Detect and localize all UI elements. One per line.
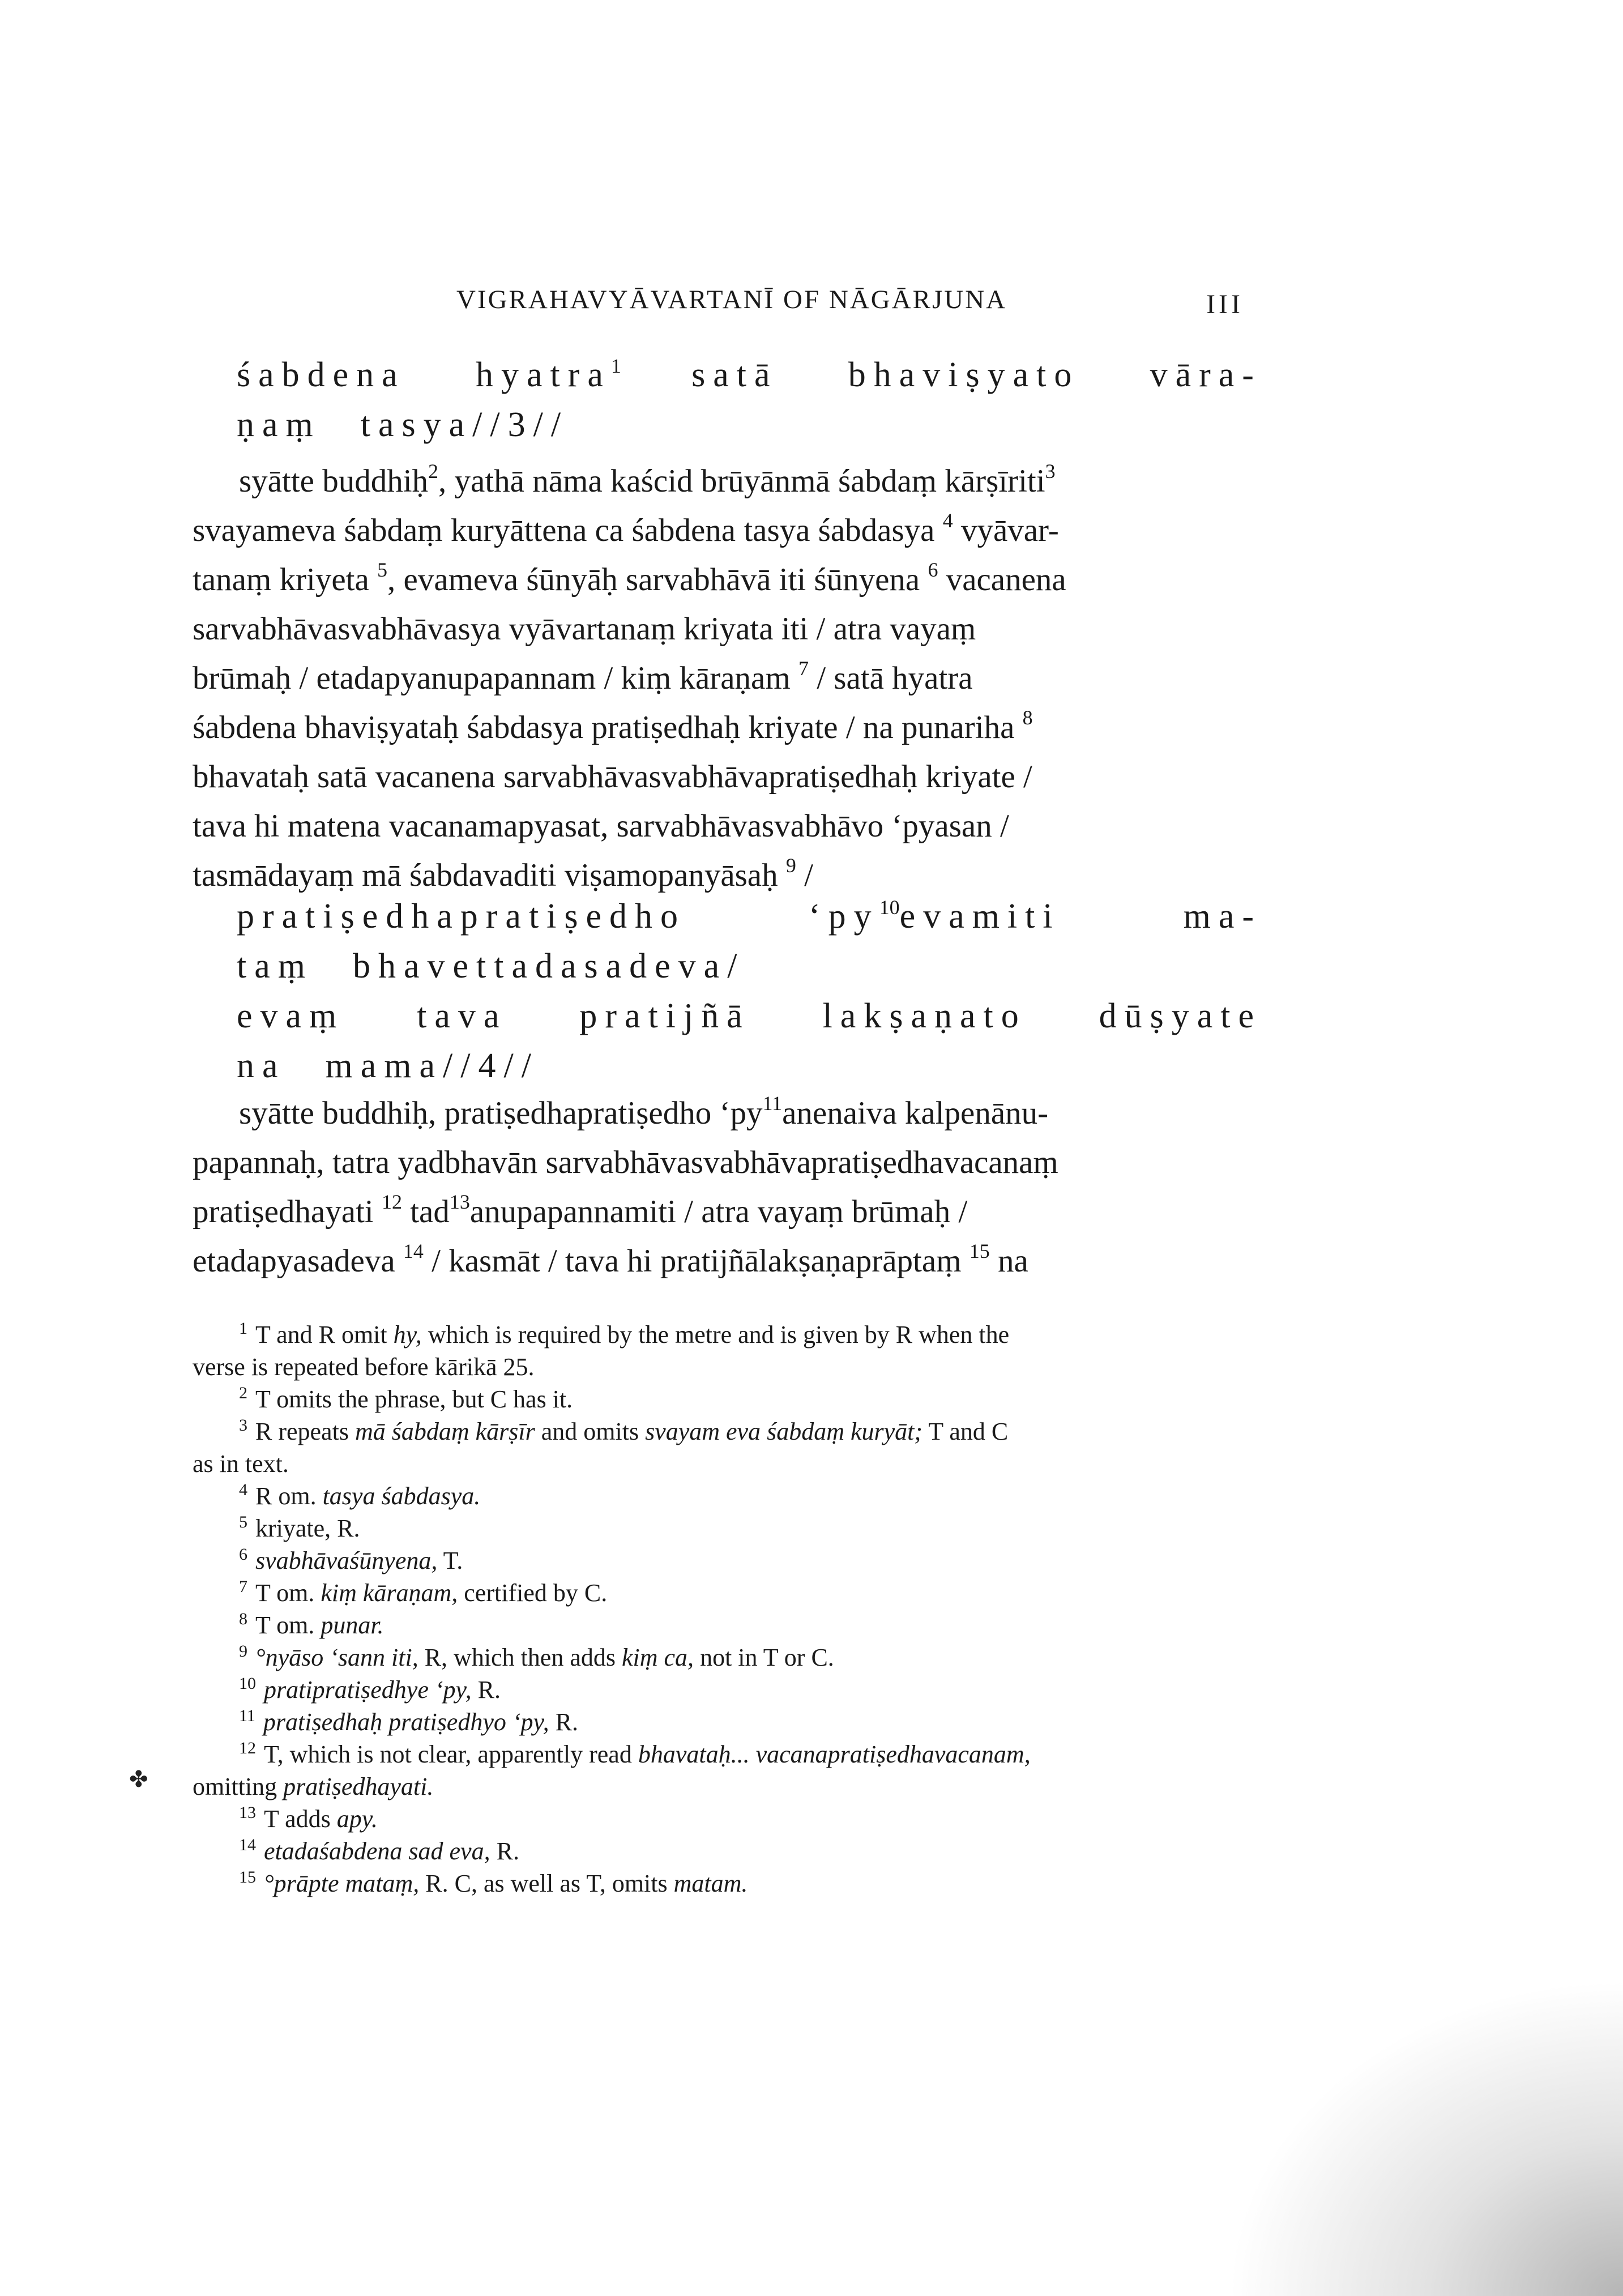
footnote-ref[interactable]: 2 — [428, 460, 439, 483]
verse-4 — [237, 891, 1262, 1091]
footnote-ref[interactable]: 10 — [879, 896, 900, 919]
scan-shadow — [1227, 1979, 1623, 2296]
text-line: syātte buddhiḥ$^2$, yathā nāma kaścid brūyānmā śabdaṃ kārṣīriti$^3$ — [239, 460, 1056, 499]
footnote-ref[interactable]: 9 — [785, 854, 796, 877]
footnote-9: $^9$ °nyāso ‘sann iti, R, which then adds kiṃ ca, not in T or C. — [239, 1642, 834, 1671]
footnote-ref[interactable]: 7 — [798, 657, 809, 680]
verse-word: ṇaṃ — [237, 406, 321, 444]
verse-word: tava — [417, 997, 507, 1035]
footnote-1: $^1$ T and R omit hy, which is required by the metre and is given by R when the — [239, 1319, 1010, 1348]
verse-word: lakṣaṇato — [822, 997, 1027, 1035]
text-line: śabdena bhaviṣyataḥ śabdasya pratiṣedhaḥ kriyate / na punariha $^8$ — [193, 706, 1033, 745]
footnote-ref[interactable]: 4 — [942, 509, 953, 532]
footnote-ref[interactable]: 5 — [377, 558, 388, 581]
footnote-1-continued: verse is repeated before kārikā 25. — [193, 1353, 535, 1381]
footnote-13: $^{13}$ T adds apy. — [239, 1803, 378, 1833]
footnote-ref[interactable]: 1 — [610, 355, 621, 377]
running-title: VIGRAHAVYĀVARTANĪ OF NĀGĀRJUNA — [456, 285, 1007, 314]
verse-word: evaṃ — [237, 997, 345, 1035]
footnote-ref[interactable]: 14 — [403, 1240, 424, 1262]
verse-word: bhavettadasadeva/ — [352, 947, 745, 985]
footnote-4: $^4$ R om. tasya śabdasya. — [239, 1480, 481, 1510]
footnote-15: $^{15}$ °prāpte mataṃ, R. C, as well as T, omits matam. — [239, 1868, 748, 1897]
footnote-12-continued: omitting pratiṣedhayati. — [193, 1773, 434, 1800]
text-line: bhavataḥ satā vacanena sarvabhāvasvabhāvapratiṣedhaḥ kriyate / — [193, 759, 1032, 795]
footnote-3-continued: as in text. — [193, 1450, 289, 1478]
verse-word: dūṣyate — [1099, 997, 1262, 1035]
text-line: svayameva śabdaṃ kuryāttena ca śabdena tasya śabdasya $^4$ vyāvar- — [193, 509, 1059, 548]
verse-word: śabdena — [237, 356, 405, 394]
verse-word: satā — [691, 356, 778, 394]
footnote-2: $^2$ T omits the phrase, but C has it. — [239, 1384, 573, 1413]
footnote-5: $^5$ kriyate, R. — [239, 1513, 360, 1542]
footnote-10: $^{10}$ pratipratiṣedhye ‘py, R. — [239, 1674, 501, 1704]
text-line: tava hi matena vacanamapyasat, sarvabhāvasvabhāvo ‘pyasan / — [193, 808, 1009, 844]
text-line: brūmaḥ / etadapyanupapannam / kiṃ kāraṇam $^7$ / satā hyatra — [193, 657, 973, 696]
footnote-ref[interactable]: 6 — [928, 558, 938, 581]
footnote-ref[interactable]: 11 — [762, 1092, 783, 1115]
verse-word: taṃ — [237, 947, 313, 985]
footnote-ref[interactable]: 12 — [381, 1190, 402, 1213]
commentary-paragraph-2 — [193, 1089, 1263, 1286]
verse-word: ‘$py^{10}evamiti$ — [809, 896, 1061, 936]
text-line: tasmādayaṃ mā śabdavaditi viṣamopanyāsaḥ $^9$ / — [193, 854, 813, 893]
verse-word: mama//4// — [325, 1047, 539, 1085]
verse-word: na — [237, 1047, 286, 1085]
page-number: III — [1206, 289, 1244, 319]
text-line: papannaḥ, tatra yadbhavān sarvabhāvasvabhāvapratiṣedhavacanaṃ — [193, 1145, 1058, 1180]
text-line: pratiṣedhayati $^{12}$ tad$^{13}$anupapannamiti / atra vayaṃ brūmaḥ / — [193, 1190, 968, 1230]
verse-word: bhaviṣyato — [848, 356, 1080, 394]
footnote-3: $^3$ R repeats mā śabdaṃ kārṣīr and omits svayam eva śabdaṃ kuryāt; T and C — [239, 1416, 1009, 1445]
text-line: tanaṃ kriyeta $^5$, evameva śūnyāḥ sarvabhāvā iti śūnyena $^6$ vacanena — [193, 558, 1066, 598]
verse-word: pratiṣedhapratiṣedho — [237, 897, 686, 936]
commentary-paragraph-1 — [193, 456, 1263, 900]
verse-word: hyatra$^1$ — [475, 355, 621, 394]
text-line: sarvabhāvasvabhāvasya vyāvartanaṃ kriyata iti / atra vayaṃ — [193, 611, 976, 647]
footnote-ref[interactable]: 15 — [969, 1240, 990, 1262]
footnotes — [193, 1318, 1263, 1900]
verse-word: ma- — [1183, 897, 1262, 936]
text-line: syātte buddhiḥ, pratiṣedhapratiṣedho ‘$py^{11}anenaiva$ kalpenānu- — [239, 1092, 1049, 1131]
footnote-7: $^7$ T om. kiṃ kāraṇam, certified by C. — [239, 1577, 608, 1607]
footnote-ref[interactable]: 13 — [449, 1190, 470, 1213]
verse-word: tasya//3// — [360, 406, 569, 444]
margin-mark-icon: ✤ — [129, 1766, 148, 1792]
footnote-14: $^{14}$ etadaśabdena sad eva, R. — [239, 1836, 519, 1865]
footnote-8: $^8$ T om. punar. — [239, 1610, 384, 1639]
verse-word: pratijñā — [579, 997, 750, 1035]
text-line: etadapyasadeva $^{14}$ / kasmāt / tava hi pratijñālakṣaṇaprāptaṃ $^{15}$ na — [193, 1240, 1028, 1279]
footnote-ref[interactable]: 8 — [1022, 706, 1033, 729]
footnote-ref[interactable]: 3 — [1045, 460, 1056, 483]
footnote-6: $^6$ svabhāvaśūnyena, T. — [239, 1545, 463, 1574]
verse-3 — [237, 350, 1262, 450]
footnote-12: $^{12}$ T, which is not clear, apparently read bhavataḥ... vacanapratiṣedhavacanam, — [239, 1739, 1031, 1768]
footnote-11: $^{11}$ pratiṣedhaḥ pratiṣedhyo ‘py, R. — [239, 1706, 578, 1736]
verse-word: vāra- — [1150, 356, 1262, 394]
